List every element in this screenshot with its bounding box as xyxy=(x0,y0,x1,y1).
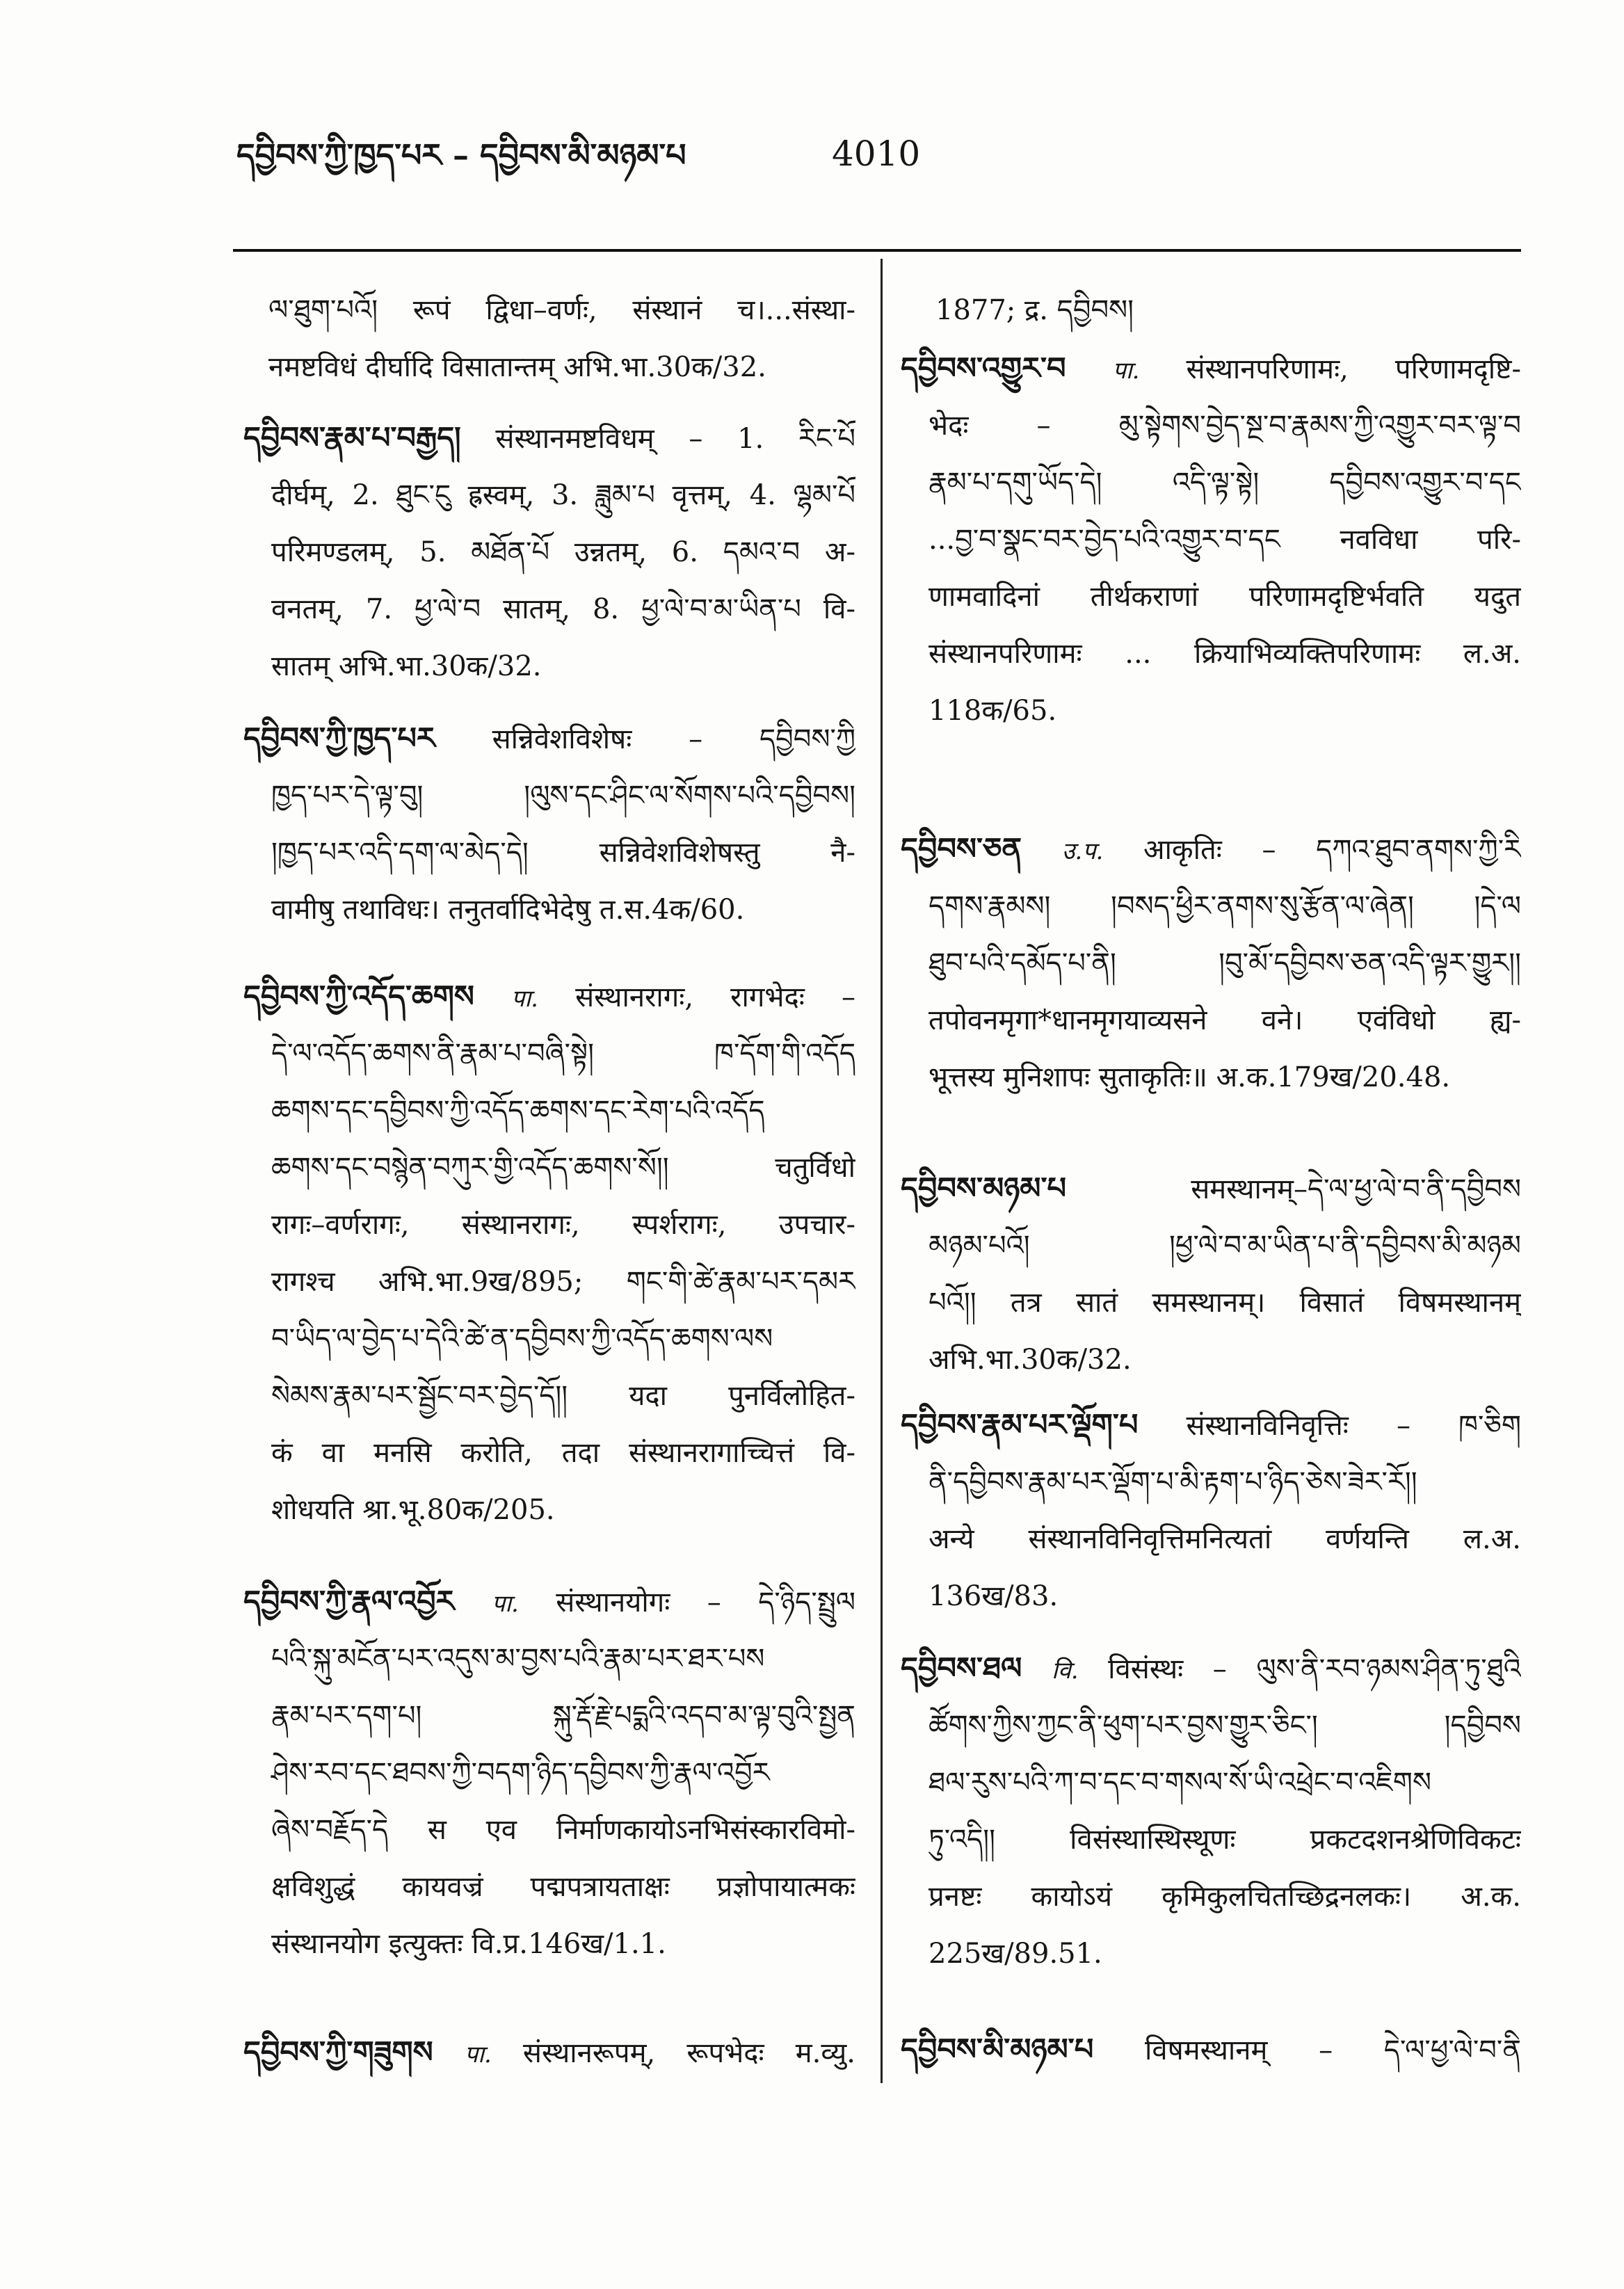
entry-headword: དབྱིབས་རྣམ་པ་བརྒྱད། xyxy=(243,421,461,456)
entry-text: संस्थानयोगः – དེ་ཉིད་སྤྲུལ xyxy=(556,1587,855,1619)
entry-line: རྣམ་པར་དག་པ། སྐུ་རྡོ་རྗེ་པདྨའི་འདབ་མ་ལྟ་བུའི་སྤྱན xyxy=(271,1700,855,1732)
entry-headword: དབྱིབས་ཐལ xyxy=(901,1651,1022,1686)
entry-line: सातम् अभि.भा.30क/32. xyxy=(271,650,542,682)
dictionary-entry xyxy=(901,821,1521,1106)
entry-line: ཞེས་བརྗོད་དེ स एव निर्माणकायोऽनभिसंस्कारविमो- xyxy=(271,1814,855,1846)
entry-first-line xyxy=(243,968,855,1025)
entry-line: भूत्तस्य मुनिशापः सुताकृतिः॥ अ.क.179ख/20.48. xyxy=(928,1061,1451,1093)
entry-line: अन्ये संस्थानविनिवृत्तिमनित्यतां वर्णयन्ति ल.अ. xyxy=(928,1523,1521,1555)
entry-line: 225ख/89.51. xyxy=(928,1938,1102,1970)
dictionary-entry xyxy=(901,1640,1521,1982)
entry-line: དགས་རྣམས། །བསད་ཕྱིར་ནགས་སུ་རྩོན་ལ་ཞེན། །དེ་ལ xyxy=(928,890,1521,922)
entry-line: 118क/65. xyxy=(928,695,1057,727)
entry-line: ལ་ཐུག་པའོ། रूपं द्विधा–वर्णः, संस्थानं च।...संस्था- xyxy=(268,294,855,326)
entry-line: ཚོགས་ཀྱིས་ཀྱང་ནི་ཕུག་པར་བྱས་གྱུར་ཅིང་། །དབྱིབས xyxy=(928,1710,1521,1742)
entry-line: པའི་སྐུ་མངོན་པར་འདུས་མ་བྱས་པའི་རྣམ་པར་ཐར་པས xyxy=(271,1643,765,1675)
dictionary-entry xyxy=(901,2021,1521,2078)
entry-text: समस्थानम्–དེ་ལ་ཕྱ་ལེ་བ་ནི་དབྱིབས xyxy=(1191,1173,1521,1205)
entry-line: संस्थानपरिणामः ... क्रियाभिव्यक्तिपरिणामः ल.अ. xyxy=(928,638,1521,670)
entry-line: तपोवनमृगा*धानमृगयाव्यसने वने। एवंविधो ह्य- xyxy=(928,1004,1521,1036)
dictionary-entry xyxy=(243,410,855,695)
entry-line: दीर्घम्, 2. ཐུང་ངུ ह्रस्वम्, 3. ཟླུམ་པ वृत्तम्, 4. ལྷམ་པོ xyxy=(271,479,855,511)
dictionary-entry xyxy=(901,340,1521,739)
dictionary-entry-continued xyxy=(243,282,855,396)
entry-headword: དབྱིབས་མི་མཉམ་པ xyxy=(901,2032,1094,2067)
entry-line: ཐལ་རུས་པའི་ཀ་བ་དང་བ་གསལ་སོ་ཡི་འཕྲེང་བ་འཇིགས xyxy=(928,1767,1431,1799)
entry-line: ཐུབ་པའི་དམོད་པ་ནི། །བུ་མོ་དབྱིབས་ཅན་འདི་ལྟར་གྱུར།། xyxy=(928,947,1521,979)
entry-text: संस्थानविनिवृत्तिः – ཁ་ཅིག xyxy=(1186,1410,1521,1442)
entry-line: क्षविशुद्धं कायवज्रं पद्मपत्रायताक्षः प्रज्ञोपायात्मकः xyxy=(271,1871,855,1903)
entry-label: वि. xyxy=(1052,1657,1079,1685)
entry-line: ཆགས་དང་བསྙེན་བཀུར་གྱི་འདོད་ཆགས་སོ།། चतुर्विधो xyxy=(271,1152,855,1184)
entry-label: पा. xyxy=(464,2041,492,2069)
entry-text: संस्थानरागः, रागभेदः – xyxy=(575,981,855,1013)
entry-line: མཉམ་པའོ། །ཕྱ་ལེ་བ་མ་ཡིན་པ་ནི་དབྱིབས་མི་མཉམ xyxy=(928,1230,1521,1262)
entry-first-line xyxy=(243,2024,855,2081)
entry-line: परिमण्डलम्, 5. མཐོན་པོ उन्नतम्, 6. དམའ་བ अ- xyxy=(271,536,855,568)
entry-text: संस्थानमष्टविधम् – 1. རིང་པོ xyxy=(495,423,855,455)
page-number: 4010 xyxy=(832,134,921,174)
entry-line: रागः–वर्णरागः, संस्थानरागः, स्पर्शरागः, उपचार- xyxy=(271,1209,855,1241)
entry-line: कं वा मनसि करोति, तदा संस्थानरागाच्चित्तं वि- xyxy=(271,1437,855,1469)
entry-line: नमष्टविधं दीर्घादि विसातान्तम् अभि.भा.30क/32. xyxy=(268,351,766,383)
entry-text: संस्थानपरिणामः, परिणामदृष्टि- xyxy=(1186,353,1521,385)
entry-line: संस्थानयोग इत्युक्तः वि.प्र.146ख/1.1. xyxy=(271,1928,666,1960)
dictionary-entry xyxy=(901,1160,1521,1388)
entry-label: उ.प. xyxy=(1061,837,1104,865)
running-head: དབྱིབས་ཀྱི་ཁྱད་པར – དབྱིབས་མི་མཉམ་པ xyxy=(236,136,686,174)
entry-line: སེམས་རྣམ་པར་སྦྱོང་བར་བྱེད་དོ།། यदा पुनर्विलोहित- xyxy=(271,1380,855,1412)
dictionary-entry xyxy=(243,968,855,1539)
entry-line: णामवादिनां तीर्थकराणां परिणामदृष्टिर्भवति यदुत xyxy=(928,581,1521,613)
entry-text: आकृतिः – དཀའ་ཐུབ་ནགས་ཀྱི་རི xyxy=(1143,834,1521,866)
entry-headword: དབྱིབས་ཀྱི་འདོད་ཆགས xyxy=(243,979,474,1014)
entry-line: བ་ཡིད་ལ་བྱེད་པ་དེའི་ཚེ་ན་དབྱིབས་ཀྱི་འདོད་ཆགས་ལས xyxy=(271,1323,773,1355)
entry-text: संस्थानरूपम्, रूपभेदः म.व्यु. xyxy=(522,2037,855,2069)
entry-label: पा. xyxy=(491,1590,519,1618)
dictionary-entry-continued xyxy=(901,282,1521,339)
entry-first-line xyxy=(901,1640,1521,1697)
entry-line: རྣམ་པ་དགུ་ཡོད་དེ། འདི་ལྟ་སྟེ། དབྱིབས་འགྱུར་བ་དང xyxy=(928,467,1521,499)
entry-line: ཤེས་རབ་དང་ཐབས་ཀྱི་བདག་ཉིད་དབྱིབས་ཀྱི་རྣལ་འབྱོར xyxy=(271,1757,770,1789)
entry-headword: དབྱིབས་མཉམ་པ xyxy=(901,1171,1067,1206)
entry-headword: དབྱིབས་ཀྱི་རྣལ་འབྱོར xyxy=(243,1584,455,1619)
entry-text: विसंस्थः – ལུས་ནི་རབ་ཉམས་ཤིན་ཏུ་ཐུའི xyxy=(1108,1653,1521,1685)
dictionary-entry xyxy=(243,1573,855,1973)
entry-line: པའོ།། तत्र सातं समस्थानम्। विसातं विषमस्थानम् xyxy=(928,1287,1521,1319)
entry-first-line xyxy=(901,1160,1521,1217)
entry-line: वनतम्, 7. ཕྱ་ལེ་བ सातम्, 8. ཕྱ་ལེ་བ་མ་ཡིན་པ वि- xyxy=(271,593,855,625)
entry-line: वामीषु तथाविधः। तनुतर्वादिभेदेषु त.स.4क/60. xyxy=(271,894,745,926)
entry-first-line xyxy=(243,710,855,767)
entry-headword: དབྱིབས་ཀྱི་གཟུགས xyxy=(243,2035,433,2070)
right-column xyxy=(901,0,1521,2289)
entry-headword: དབྱིབས་ཀྱི་ཁྱད་པར xyxy=(243,721,435,756)
entry-first-line xyxy=(243,1573,855,1630)
dictionary-entry xyxy=(901,1397,1521,1625)
entry-line: 136ख/83. xyxy=(928,1580,1059,1612)
entry-headword: དབྱིབས་རྣམ་པར་ལྡོག་པ xyxy=(901,1408,1139,1443)
entry-line: अभि.भा.30क/32. xyxy=(928,1344,1132,1376)
entry-text: विषमस्थानम् – དེ་ལ་ཕྱ་ལེ་བ་ནི xyxy=(1144,2034,1521,2066)
entry-line: प्रनष्टः कायोऽयं कृमिकुलचितच्छिद्रनलकः। अ.क. xyxy=(928,1881,1521,1913)
entry-headword: དབྱིབས་འགྱུར་བ xyxy=(901,351,1066,386)
entry-first-line xyxy=(901,340,1521,397)
entry-line: 1877; द्र. དབྱིབས། xyxy=(935,294,1134,326)
entry-line: शोधयति श्रा.भू.80क/205. xyxy=(271,1494,555,1526)
entry-text: सन्निवेशविशेषः – དབྱིབས་ཀྱི xyxy=(492,723,855,755)
entry-line: །ཁྱད་པར་འདི་དག་ལ་མེད་དེ། सन्निवेशविशेषस्तु नै- xyxy=(271,837,855,869)
entry-line: ཏུ་འདི།། विसंस्थास्थिस्थूणः प्रकटदशनश्रेणिविकटः xyxy=(928,1824,1521,1856)
entry-label: पा. xyxy=(1112,357,1140,385)
entry-line: भेदः – མུ་སྟེགས་བྱེད་སྔ་བ་རྣམས་ཀྱི་འགྱུར་བར་ལྟ་བ xyxy=(928,410,1521,442)
column-divider xyxy=(881,259,883,2083)
entry-first-line xyxy=(243,410,855,467)
entry-first-line xyxy=(901,1397,1521,1454)
entry-first-line xyxy=(901,821,1521,878)
entry-line: रागश्च अभि.भा.9ख/895; གང་གི་ཚེ་རྣམ་པར་དམར xyxy=(271,1266,855,1298)
left-column xyxy=(243,0,855,2289)
dictionary-entry xyxy=(243,710,855,938)
entry-line: དེ་ལ་འདོད་ཆགས་ནི་རྣམ་པ་བཞི་སྟེ། ཁ་དོག་གི་འདོད xyxy=(271,1038,855,1070)
entry-first-line xyxy=(901,2021,1521,2078)
dictionary-entry xyxy=(243,2024,855,2081)
entry-line: ...བྱ་བ་སྣང་བར་བྱེད་པའི་འགྱུར་བ་དང नवविधा परि- xyxy=(928,524,1521,556)
entry-headword: དབྱིབས་ཅན xyxy=(901,832,1022,867)
entry-line: ནི་དབྱིབས་རྣམ་པར་ལྡོག་པ་མི་རྟག་པ་ཉིད་ཅེས་ཟེར་རོ།། xyxy=(928,1466,1417,1498)
entry-line: ཆགས་དང་དབྱིབས་ཀྱི་འདོད་ཆགས་དང་རེག་པའི་འདོད xyxy=(271,1095,765,1127)
entry-line: ཁྱད་པར་དེ་ལྟ་བུ། །ལུས་དང་ཤིང་ལ་སོགས་པའི་དབྱིབས། xyxy=(271,780,855,812)
entry-label: पा. xyxy=(511,985,538,1013)
